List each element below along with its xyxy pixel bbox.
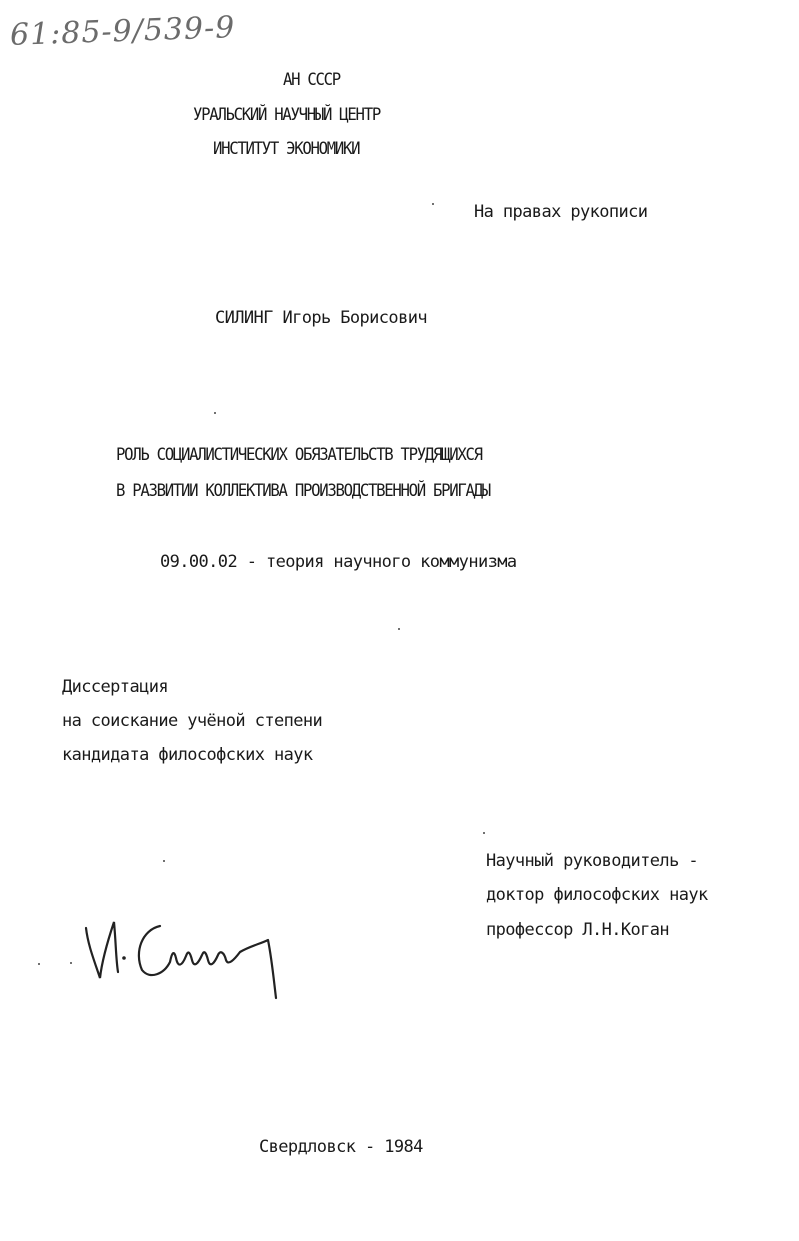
- degree-line-2: на соискание учёной степени: [62, 711, 323, 731]
- specialty-code: 09.00.02 - теория научного коммунизма: [160, 552, 517, 572]
- rights-note: На правах рукописи: [474, 202, 648, 222]
- header-center: УРАЛЬСКИЙ НАУЧНЫЙ ЦЕНТР: [193, 105, 380, 125]
- supervisor-line-1: Научный руководитель -: [486, 851, 698, 871]
- title-line-2: В РАЗВИТИИ КОЛЛЕКТИВА ПРОИЗВОДСТВЕННОЙ БРИГАДЫ: [116, 481, 490, 501]
- paper-speck: [214, 412, 216, 414]
- title-line-1: РОЛЬ СОЦИАЛИСТИЧЕСКИХ ОБЯЗАТЕЛЬСТВ ТРУДЯЩИХСЯ: [116, 445, 482, 465]
- paper-speck: [483, 832, 485, 834]
- archive-code-handwritten: 61:85-9/539-9: [9, 10, 236, 53]
- header-academy: АН СССР: [283, 70, 340, 90]
- degree-line-3: кандидата философских наук: [62, 745, 313, 765]
- header-institute: ИНСТИТУТ ЭКОНОМИКИ: [213, 139, 360, 159]
- author-name: СИЛИНГ Игорь Борисович: [215, 308, 427, 328]
- paper-speck: [38, 963, 40, 965]
- paper-speck: [163, 860, 165, 862]
- paper-speck: [70, 962, 72, 964]
- place-and-year: Свердловск - 1984: [259, 1137, 423, 1157]
- supervisor-line-3: профессор Л.Н.Коган: [486, 920, 670, 940]
- paper-speck: [398, 628, 400, 630]
- degree-line-1: Диссертация: [62, 677, 168, 697]
- paper-speck: [432, 203, 434, 205]
- supervisor-line-2: доктор философских наук: [486, 885, 708, 905]
- author-signature: [64, 900, 294, 1010]
